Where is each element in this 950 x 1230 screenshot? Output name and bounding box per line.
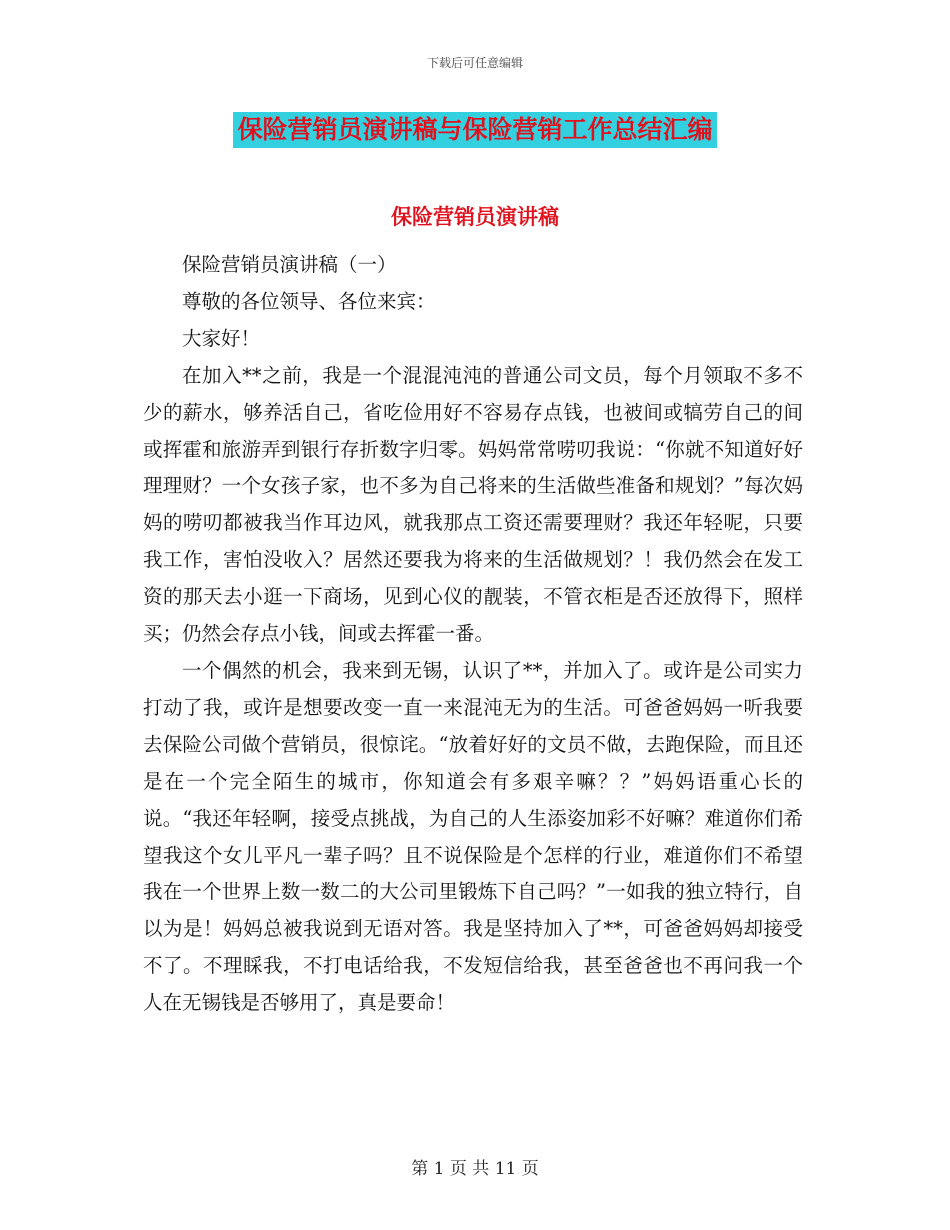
main-title: 保险营销员演讲稿与保险营销工作总结汇编 (233, 112, 716, 148)
speech-subtitle: 保险营销员演讲稿（一） (182, 253, 397, 276)
body-paragraph: 一个偶然的机会，我来到无锡，认识了**，并加入了。或许是公司实力打动了我，或许是想要改变一直一来混沌无为的生活。可爸爸妈妈一听我要去保险公司做个营销员，很惊诧。“放着好好的文员不做，去跑保险，而且还是在一个完全陌生的城市，你知道会有多艰辛嘛？？”妈妈语重心长的说。“我还年轻啊，接受点挑战，为自己的人生添姿加彩不好嘛？难道你们希望我这个女儿平凡一辈子吗？且不说保险是个怎样的行业，难道你们不希望我在一个世界上数一数二的大公司里锻炼下自己吗？”一如我的独立特行，自以为是！妈妈总被我说到无语对答。我是坚持加入了**，可爸爸妈妈却接受不了。不理睬我，不打电话给我，不发短信给我，甚至爸爸也不再问我一个人在无锡钱是否够用了，真是要命！ (143, 658, 803, 1015)
page-number: 第 1 页 共 11 页 (411, 1159, 539, 1179)
document-body (143, 247, 803, 1022)
section-title: 保险营销员演讲稿 (391, 205, 559, 229)
page-header-note: 下载后可任意编辑 (426, 56, 523, 70)
main-title-container (0, 112, 950, 148)
body-paragraph: 在加入**之前，我是一个混混沌沌的普通公司文员，每个月领取不多不少的薪水，够养活自己，省吃俭用好不容易存点钱，也被间或犒劳自己的间或挥霍和旅游弄到银行存折数字归零。妈妈常常唠叨我说：“你就不知道好好理理财？一个女孩子家，也不多为自己将来的生活做些准备和规划？”每次妈妈的唠叨都被我当作耳边风，就我那点工资还需要理财？我还年轻呢，只要我工作，害怕没收入？居然还要我为将来的生活做规划？！我仍然会在发工资的那天去小逛一下商场，见到心仪的靓装，不管衣柜是否还放得下，照样买；仍然会存点小钱，间或去挥霍一番。 (143, 363, 803, 646)
greeting: 大家好！ (182, 326, 261, 350)
salutation: 尊敬的各位领导、各位来宾： (182, 289, 436, 313)
